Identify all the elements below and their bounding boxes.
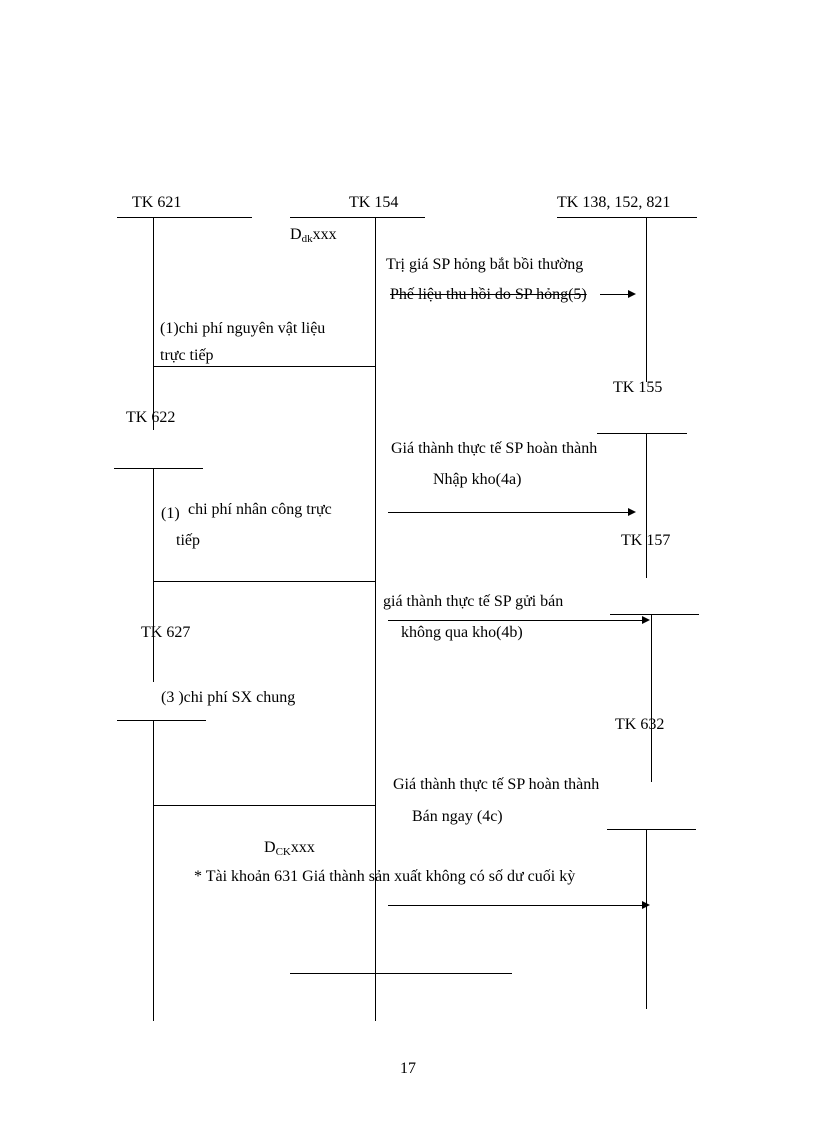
tk621-bar: [117, 217, 252, 218]
entry-4a-line2: Nhập kho(4a): [433, 471, 522, 488]
tk627-bar: [117, 720, 206, 721]
tk155-label: TK 155: [613, 379, 663, 396]
entry-4b-line2: không qua kho(4b): [401, 624, 523, 641]
note-631: * Tài khoản 631 Giá thành sản xuất không có số dư cuối kỳ: [194, 868, 576, 885]
transfer-line-622: [153, 581, 375, 582]
tk154-bar: [290, 217, 425, 218]
tk138-bar: [557, 217, 697, 218]
arrow-4a: [388, 512, 634, 513]
entry-1-line2: trực tiếp: [160, 347, 214, 364]
entry-4a-line1: Giá thành thực tế SP hoàn thành: [391, 440, 598, 457]
tk154-stem: [375, 217, 376, 1021]
tk627-label: TK 627: [141, 624, 191, 641]
tk621-stem: [153, 217, 154, 430]
entry-4c-line2: Bán ngay (4c): [412, 808, 503, 825]
entry-5-line1: Trị giá SP hỏng bắt bồi thường: [386, 256, 584, 273]
entry-2-line1: chi phí nhân công trực: [188, 501, 332, 518]
tk622-stem: [153, 468, 154, 682]
tk155-stem: [646, 433, 647, 578]
tk627-stem: [153, 720, 154, 1021]
opening-balance: $D_{dk}xxx$: [290, 226, 337, 245]
entry-2-line2: tiếp: [176, 532, 200, 549]
tk622-bar: [114, 468, 203, 469]
arrow-4b: [388, 620, 648, 621]
arrow-5: [600, 294, 634, 295]
entry-4b-line1: giá thành thực tế SP gửi bán: [383, 593, 564, 610]
transfer-line-621: [153, 366, 375, 367]
tk621-label: TK 621: [132, 194, 182, 211]
page-number: 17: [400, 1060, 416, 1077]
entry-1-line1: (1)chi phí nguyên vật liệu: [160, 320, 326, 337]
entry-2-prefix: (1): [161, 505, 180, 522]
tk632-bar: [607, 829, 696, 830]
tk157-bar: [610, 614, 699, 615]
tk157-stem: [651, 614, 652, 782]
closing-line: [290, 973, 512, 974]
entry-5-line2: Phế liệu thu hồi do SP hỏng(5): [390, 286, 587, 303]
tk154-label: TK 154: [349, 194, 399, 211]
closing-balance: $D_{CK}xxx$: [264, 839, 315, 858]
entry-4c-line1: Giá thành thực tế SP hoàn thành: [393, 776, 600, 793]
tk155-bar: [597, 433, 687, 434]
tk138-stem: [646, 217, 647, 382]
arrow-4c: [388, 905, 648, 906]
entry-3: (3 )chi phí SX chung: [161, 689, 296, 706]
tk632-stem: [646, 829, 647, 1009]
tk622-label: TK 622: [126, 409, 176, 426]
tk157-label: TK 157: [621, 532, 671, 549]
tk632-label: TK 632: [615, 716, 665, 733]
tk138-label: TK 138, 152, 821: [557, 194, 671, 211]
transfer-line-627: [153, 805, 375, 806]
